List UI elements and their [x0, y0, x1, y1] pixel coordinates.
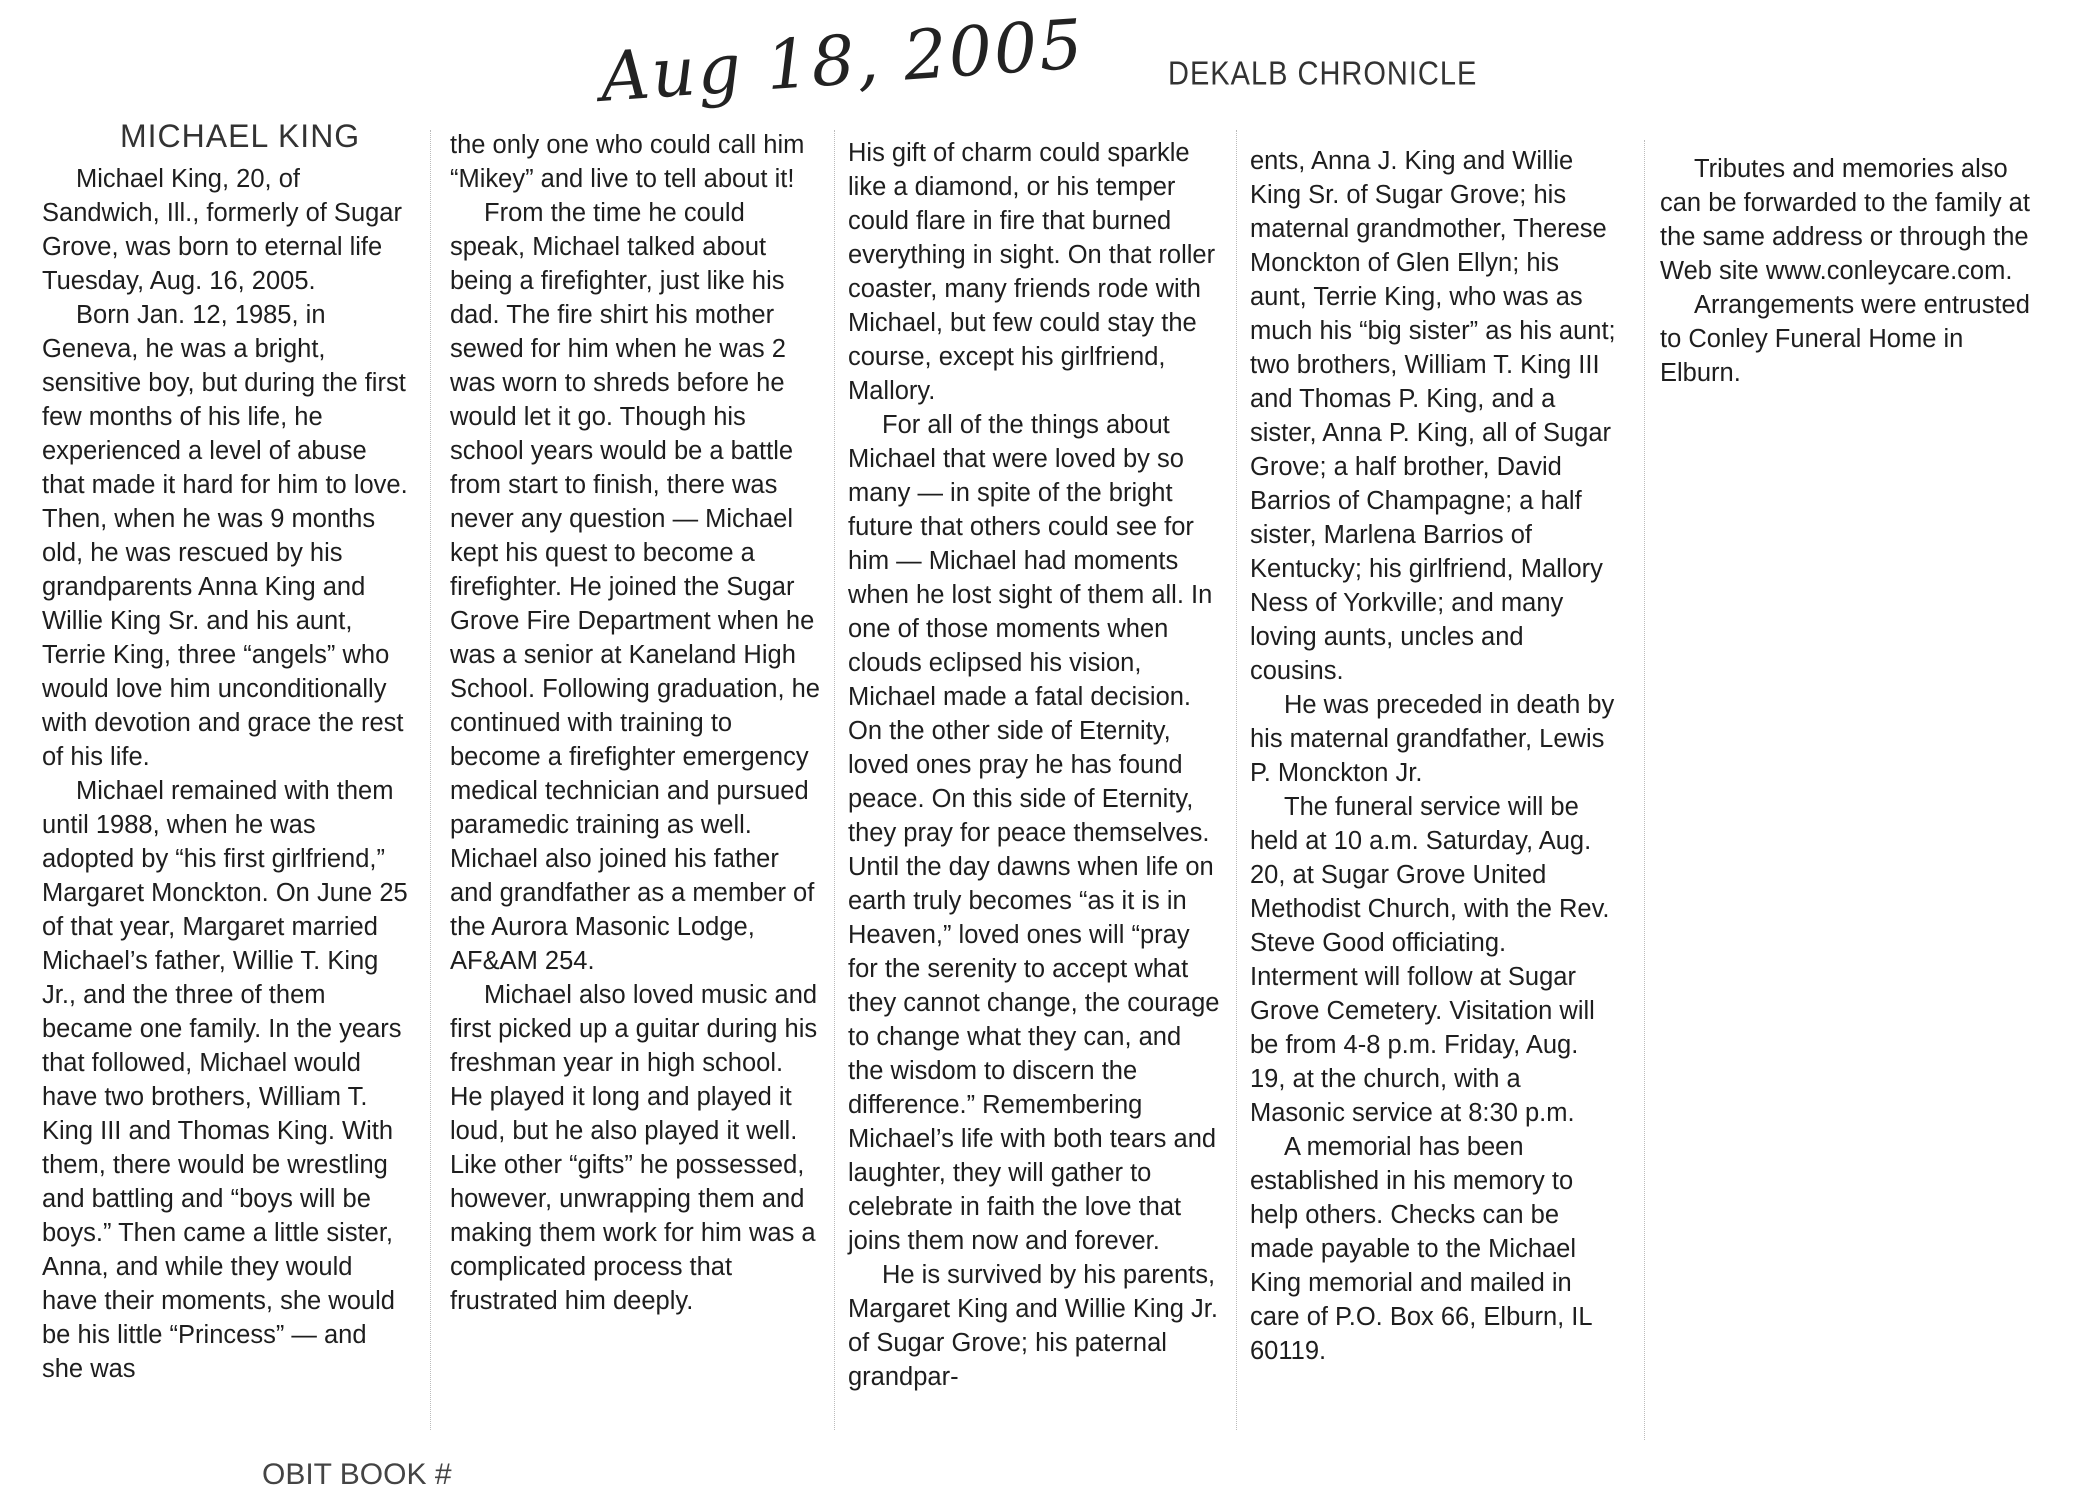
- paragraph: For all of the things about Michael that were loved by so many — in spite of the bright future that others could see for him — Michael had moments when he lost sight of them all. In one of those moments when clouds eclipsed his vision, Michael made a fatal decision. On the other side of Eternity, loved ones pray he has found peace. On this side of Eternity, they pray for peace themselves. Until the day dawns when life on earth truly becomes “as it is in Heaven,” loved ones will “pray for the serenity to accept what they cannot change, the courage to change what they can, and the wisdom to discern the difference.” Remembering Michael’s life with both tears and laughter, they will gather to celebrate in faith the love that joins them now and forever.: [848, 411, 1220, 1255]
- paragraph: The funeral service will be held at 10 a.m. Saturday, Aug. 20, at Sugar Grove United Methodist Church, with the Rev. Steve Good officiating. Interment will follow at Sugar Grove Cemetery. Visitation will be from 4-8 p.m. Friday, Aug. 19, at the church, with a Masonic service at 8:30 p.m.: [1250, 793, 1610, 1127]
- article-column-1: [42, 162, 414, 1386]
- article-column-2: [450, 128, 822, 1318]
- paragraph: Michael also loved music and first picked up a guitar during his freshman year in high school. He played it long and played it loud, but he also played it well. Like other “gifts” he possessed, however, unwrapping them and making them work for him was a complicated process that frustrated him deeply.: [450, 981, 818, 1315]
- column-divider: [834, 130, 835, 1430]
- paragraph: A memorial has been established in his memory to help others. Checks can be made payable to the Michael King memorial and mailed in care of P.O. Box 66, Elburn, IL 60119.: [1250, 1133, 1592, 1365]
- column-divider: [1644, 140, 1645, 1440]
- handwritten-date: Aug 18, 2005: [597, 5, 1088, 118]
- obit-book-label: OBIT BOOK #: [262, 1458, 452, 1491]
- obituary-headline: MICHAEL KING: [120, 118, 361, 154]
- paragraph: the only one who could call him “Mikey” and live to tell about it!: [450, 131, 805, 193]
- paragraph: His gift of charm could sparkle like a diamond, or his temper could flare in fire that burned everything in sight. On that roller coaster, many friends rode with Michael, but few could stay the course, except his girlfriend, Mallory.: [848, 139, 1216, 405]
- paragraph: ents, Anna J. King and Willie King Sr. of Sugar Grove; his maternal grandmother, Therese Monckton of Glen Ellyn; his aunt, Terrie King, who was as much his “big sister” as his aunt; two brothers, William T. King III and Thomas P. King, and a sister, Anna P. King, all of Sugar Grove; a half brother, David Barrios of Champagne; a half sister, Marlena Barrios of Kentucky; his girlfriend, Mallory Ness of Yorkville; and many loving aunts, uncles and cousins.: [1250, 147, 1616, 685]
- article-column-4: [1250, 144, 1620, 1368]
- paragraph: Tributes and memories also can be forwarded to the family at the same address or through the Web site www.conleycare.com.: [1660, 155, 2030, 285]
- column-divider: [1236, 130, 1237, 1430]
- paragraph: He was preceded in death by his maternal grandfather, Lewis P. Monckton Jr.: [1250, 691, 1615, 787]
- paragraph: He is survived by his parents, Margaret King and Willie King Jr. of Sugar Grove; his paternal grandpar-: [848, 1261, 1218, 1391]
- newspaper-name: DEKALB CHRONICLE: [1168, 55, 1478, 93]
- paragraph: From the time he could speak, Michael talked about being a firefighter, just like his dad. The fire shirt his mother sewed for him when he was 2 was worn to shreds before he would let it go. Though his school years would be a battle from start to finish, there was never any question — Michael kept his quest to become a firefighter. He joined the Sugar Grove Fire Department when he was a senior at Kaneland High School. Following graduation, he continued with training to become a firefighter emergency medical technician and pursued paramedic training as well. Michael also joined his father and grandfather as a member of the Aurora Masonic Lodge, AF&AM 254.: [450, 199, 820, 975]
- article-column-3: [848, 136, 1222, 1394]
- paragraph: Born Jan. 12, 1985, in Geneva, he was a bright, sensitive boy, but during the first few months of his life, he experienced a level of abuse that made it hard for him to love. Then, when he was 9 months old, he was rescued by his grandparents Anna King and Willie King Sr. and his aunt, Terrie King, three “angels” who would love him unconditionally with devotion and grace the rest of his life.: [42, 301, 408, 771]
- column-divider: [430, 130, 431, 1430]
- paragraph: Arrangements were entrusted to Conley Funeral Home in Elburn.: [1660, 291, 2030, 387]
- paragraph: Michael remained with them until 1988, when he was adopted by “his first girlfriend,” Margaret Monckton. On June 25 of that year, Margaret married Michael’s father, Willie T. King Jr., and the three of them became one family. In the years that followed, Michael would have two brothers, William T. King III and Thomas King. With them, there would be wrestling and battling and “boys will be boys.” Then came a little sister, Anna, and while they would have their moments, she would be his little “Princess” — and she was: [42, 777, 408, 1383]
- article-column-5: [1660, 152, 2040, 390]
- paragraph: Michael King, 20, of Sandwich, Ill., formerly of Sugar Grove, was born to eternal life Tuesday, Aug. 16, 2005.: [42, 165, 402, 295]
